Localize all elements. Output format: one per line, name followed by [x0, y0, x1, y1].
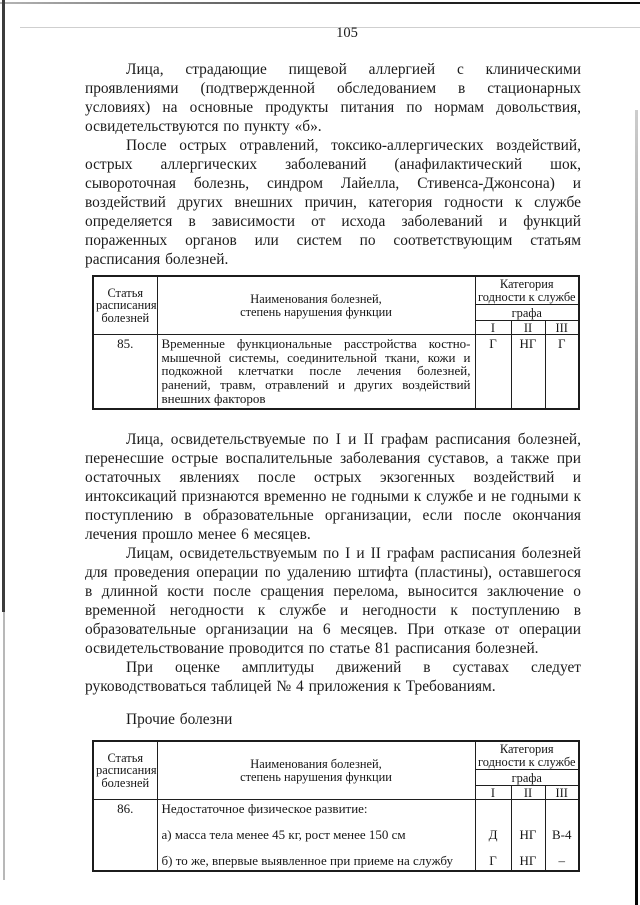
grafa-label: графа: [475, 770, 579, 786]
item-a-grafa-i-value: Д: [488, 826, 498, 842]
table-row-article-85: [93, 335, 579, 409]
disease-name-intro: Недостаточное физическое развитие:: [161, 801, 368, 817]
disease-header-line2: степень нарушения функции: [240, 769, 392, 784]
grafa-ii-column-cell: [511, 800, 545, 871]
column-header-article: Статья расписания болезней: [93, 276, 157, 335]
grafa-iii-column-cell: [545, 800, 579, 871]
item-b-grafa-i-value: Г: [489, 852, 497, 868]
category-header-line2: годности к службе: [477, 289, 576, 304]
grafa-column-iii: III: [545, 786, 579, 800]
item-a-grafa-ii-value: НГ: [519, 826, 537, 842]
paragraph-acute-poisoning: После острых отравлений, токсико-аллергических воздействий, острых аллергических заболеваний (анафилактический шок, сывороточная болезнь, синдром Лайелла, Стивенса-Джонсона) и воздействий других внешних причин, категория годности к службе определяется в зависимости от исхода заболеваний и функций пораженных органов или систем по соответствующим статьям расписания болезней.: [85, 137, 581, 268]
category-header-line2: годности к службе: [477, 754, 576, 769]
scan-artifact-left-border: [2, 0, 5, 612]
grafa-column-i: I: [475, 321, 511, 335]
disease-name-cell: Временные функциональные расстройства костно-мышечной системы, соединительной ткани, кожи и подкожной клетчатки после лечения болезней, ранений, травм, отравлений и других воздействий внешних факторов: [157, 335, 475, 409]
grafa-i-column-cell: [475, 800, 511, 871]
item-a-grafa-iii-value: В-4: [552, 826, 572, 842]
grafa-ii-value: НГ: [511, 335, 545, 409]
disease-name-cell: [157, 800, 475, 871]
scan-artifact-left-border-light: [3, 612, 5, 880]
grafa-column-ii: II: [511, 321, 545, 335]
article-number-cell: 85.: [93, 335, 157, 409]
paragraph-joint-amplitude: При оценке амплитуды движений в суставах следует руководствоваться таблицей № 4 приложения к Требованиям.: [85, 659, 581, 696]
page-content: [85, 24, 581, 872]
item-b-grafa-iii-value: –: [558, 852, 565, 868]
paragraph-food-allergy: Лица, страдающие пищевой аллергией с клиническими проявлениями (подтвержденной обследованием в стационарных условиях) на основные продукты питания по нормам довольствия, освидетельствуются по пункту «б».: [85, 61, 581, 135]
grafa-i-value: Г: [475, 335, 511, 409]
scan-artifact-top-line: [0, 2, 640, 4]
disease-header-line2: степень нарушения функции: [240, 304, 392, 319]
column-header-disease-name: [157, 741, 475, 800]
table-row-article-86: [93, 800, 579, 871]
category-header-line1: Категория: [499, 277, 554, 291]
column-header-category: [475, 741, 579, 770]
paragraph-joint-inflammation: Лица, освидетельствуемые по I и II графам расписания болезней, перенесшие острые воспалительные заболевания суставов, а также при остаточных явлениях после острых экзогенных воздействий и интоксикаций признаются временно не годными к службе и не годными к поступлению в образовательные организации, если после окончания лечения прошло менее 6 месяцев.: [85, 431, 581, 544]
disease-item-b: б) то же, впервые выявленное при приеме на службу: [161, 852, 454, 868]
section-heading-other-diseases: Прочие болезни: [126, 711, 233, 729]
article-number-cell: 86.: [93, 800, 157, 871]
grafa-column-i: I: [475, 786, 511, 800]
category-header-line1: Категория: [499, 742, 554, 757]
column-header-category: [475, 276, 579, 305]
column-header-disease-name: [157, 276, 475, 335]
grafa-column-ii: II: [511, 786, 545, 800]
disease-item-a: а) масса тела менее 45 кг, рост менее 150 см: [161, 826, 406, 842]
diseases-table-article-86: [92, 740, 580, 872]
scan-artifact-right-border: [635, 110, 638, 905]
diseases-table-article-85: [92, 275, 580, 410]
grafa-column-iii: III: [545, 321, 579, 335]
grafa-iii-value: Г: [545, 335, 579, 409]
page-number: 105: [336, 25, 358, 41]
disease-header-line1: Наименования болезней,: [250, 292, 382, 306]
grafa-label: графа: [475, 305, 579, 321]
item-b-grafa-ii-value: НГ: [519, 852, 537, 868]
disease-header-line1: Наименования болезней,: [250, 757, 382, 772]
column-header-article: Статья расписания болезней: [93, 741, 157, 800]
paragraph-pin-removal: Лицам, освидетельствуемым по I и II графам расписания болезней для проведения операции по удалению штифта (пластины), оставшегося в длинной кости после сращения перелома, выносится заключение о временной негодности к службе и негодности к поступлению в образовательные организации на 6 месяцев. При отказе от операции освидетельствование проводится по статье 81 расписания болезней.: [85, 545, 581, 658]
